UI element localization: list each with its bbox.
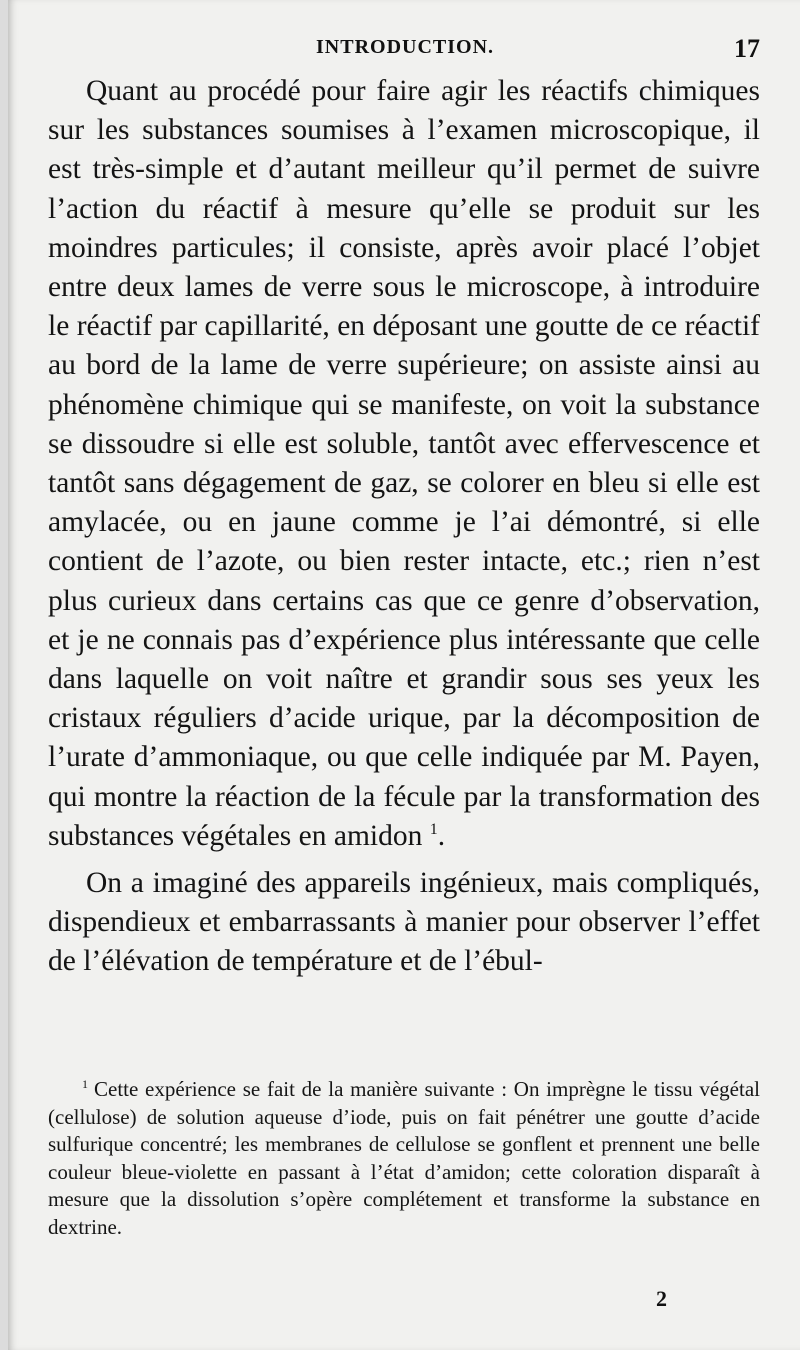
paragraph xyxy=(48,864,760,982)
signature-mark: 2 xyxy=(656,1286,667,1311)
footnote-reference: 1 xyxy=(429,821,438,839)
footnote-number: 1 xyxy=(82,1077,88,1091)
page-header xyxy=(48,28,770,68)
footnote-paragraph xyxy=(48,1076,760,1242)
footnote-text: Cette expérience se fait de la manière suivante : On imprègne le tissu végétal (cellulose) de solution aqueuse d’iode, puis on fait pénétrer une goutte d’acide sulfurique concentré; les membranes de cellulose se gonflent et prennent une belle couleur bleue-violette en passant à l’état d’amidon; cette coloration disparaît à mesure que la dissolution s’opère complétement et transforme la substance en dextrine. xyxy=(48,1077,760,1239)
paragraph-text: On a imaginé des appareils ingénieux, mais compliqués, dispendieux et embarrassants à manier pour observer l’effet de l’élévation de température et de l’ébul- xyxy=(48,867,760,978)
footnote xyxy=(48,1076,760,1242)
running-title: INTRODUCTION. xyxy=(316,36,495,58)
page-number: 17 xyxy=(734,34,760,63)
paragraph xyxy=(48,72,760,856)
book-page xyxy=(8,0,800,1350)
main-text xyxy=(48,72,760,982)
paragraph-text: Quant au procédé pour faire agir les réactifs chimiques sur les substances soumises à l’examen microscopique, il est très-simple et d’autant meilleur qu’il permet de suivre l’action du réactif à mesure qu’elle se produit sur les moindres particules; il consiste, après avoir placé l’objet entre deux lames de verre sous le microscope, à introduire le réactif par capillarité, en déposant une goutte de ce réactif au bord de la lame de verre supérieure; on assiste ainsi au phénomène chimique qui se manifeste, on voit la substance se dissoudre si elle est soluble, tantôt avec effervescence et tantôt sans dégagement de gaz, se colorer en bleu si elle est amylacée, ou en jaune comme je l’ai démontré, si elle contient de l’azote, ou bien rester intacte, etc.; rien n’est plus curieux dans certains cas que ce genre d’observation, et je ne connais pas d’expérience plus intéressante que celle dans laquelle on voit naître et grandir sous ses yeux les cristaux réguliers d’acide urique, par la décomposition de l’urate d’ammoniaque, ou que celle indiquée par M. Payen, qui montre la réaction de la fécule par la transformation des substances végétales en amidon xyxy=(48,75,760,852)
paragraph-end: . xyxy=(437,819,446,852)
